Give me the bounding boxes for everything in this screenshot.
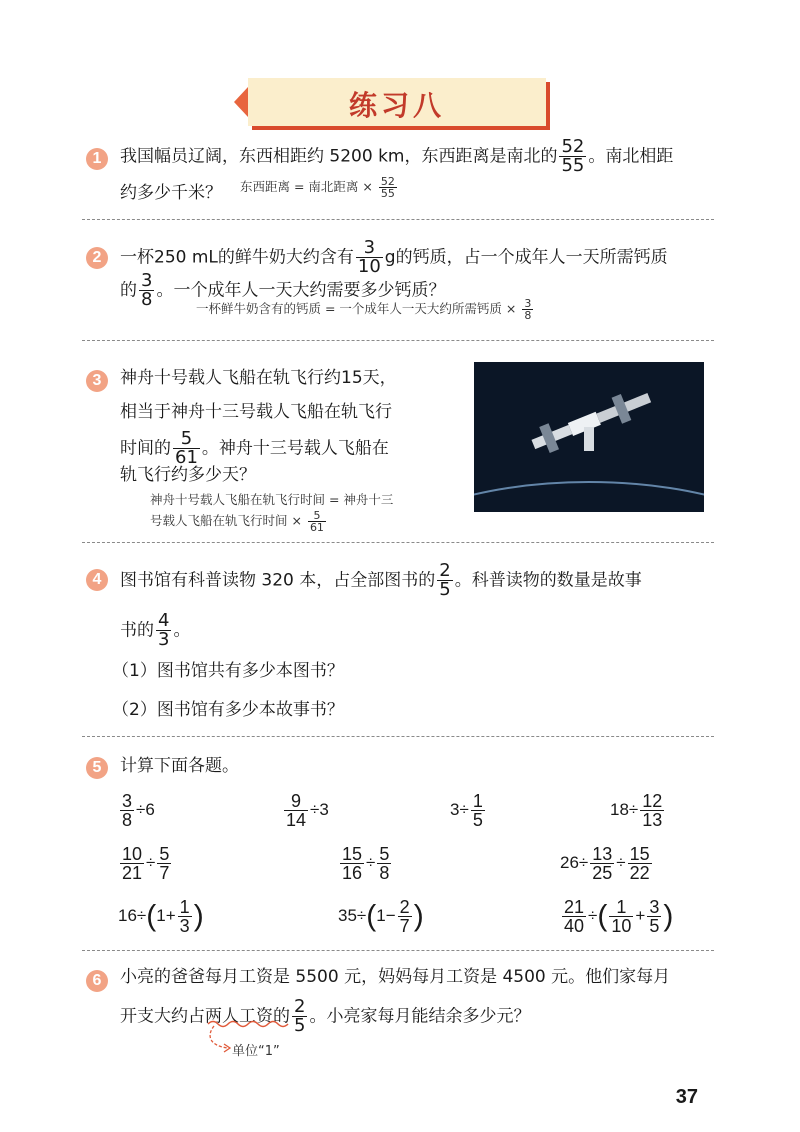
calc-r3-a: 16÷(1+ $\frac{1}{3}$ ) xyxy=(118,897,204,936)
space-station-image xyxy=(474,362,704,512)
q3-fraction: $\frac{5}{61}$ xyxy=(175,428,198,468)
calc-r1-d: 18÷ $\frac{12}{13}$ xyxy=(610,791,663,830)
calc-r1-c: 3÷ $\frac{1}{5}$ xyxy=(450,791,483,830)
q1-fraction: $\frac{52}{55}$ xyxy=(561,136,585,176)
calc-r2-b: $\frac{15}{16}$ ÷ $\frac{5}{8}$ xyxy=(342,844,390,883)
q2-line2: 的 $\frac{3}{8}$ 。一个成年人一天大约需要多少钙质？ xyxy=(120,270,446,310)
q1-hint: 东西距离 = 南北距离 × $\frac{52}{55}$ xyxy=(240,175,395,200)
calc-r3-b: 35÷(1− $\frac{2}{7}$ ) xyxy=(338,897,424,936)
title-banner xyxy=(248,78,546,126)
q6-line2: 开支大约占两人工资的 $\frac{2}{5}$ 。小亮家每月能结余多少元？ xyxy=(120,996,531,1036)
q3-line4: 轨飞行约多少天？ xyxy=(120,465,256,485)
q3-hint-line1: 神舟十号载人飞船在轨飞行时间 = 神舟十三 xyxy=(150,492,394,507)
space-station-photo xyxy=(474,362,704,512)
unit-one-note: 单位“1” xyxy=(232,1044,280,1059)
q3-hint-fraction: $\frac{5}{61}$ xyxy=(309,509,324,534)
q1-line1-post: 。南北相距 xyxy=(588,146,674,167)
q4-sub2: （2）图书馆有多少本故事书？ xyxy=(112,700,344,720)
q6-line1: 小亮的爸爸每月工资是 5500 元，妈妈每月工资是 4500 元。他们家每月 xyxy=(120,967,671,987)
q2-hint-fraction: $\frac{3}{8}$ xyxy=(524,297,532,322)
question-number-4: 4 xyxy=(86,569,108,591)
q4-fraction-2: $\frac{4}{3}$ xyxy=(158,610,170,650)
q5-prompt: 计算下面各题。 xyxy=(120,756,239,776)
calc-r1-a: $\frac{3}{8}$ ÷6 xyxy=(122,791,155,830)
divider xyxy=(82,542,714,543)
calc-r1-b: $\frac{9}{14}$ ÷3 xyxy=(286,791,329,830)
banner-arrow-icon xyxy=(234,87,248,117)
q3-hint-line2: 号载人飞船在轨飞行时间 × $\frac{5}{61}$ xyxy=(150,509,324,534)
question-number-5: 5 xyxy=(86,757,108,779)
q4-line2: 书的 $\frac{4}{3}$ 。 xyxy=(120,610,191,650)
q4-fraction-1: $\frac{2}{5}$ xyxy=(439,560,451,600)
question-number-1: 1 xyxy=(86,148,108,170)
q6-fraction: $\frac{2}{5}$ xyxy=(294,996,306,1036)
q1-line2: 约多少千米？ xyxy=(120,183,222,203)
q2-fraction-2: $\frac{3}{8}$ xyxy=(141,270,153,310)
q4-sub1: （1）图书馆共有多少本图书？ xyxy=(112,661,344,681)
question-number-2: 2 xyxy=(86,247,108,269)
divider xyxy=(82,950,714,951)
calc-r2-a: $\frac{10}{21}$ ÷ $\frac{5}{7}$ xyxy=(122,844,170,883)
page-title: 练习八 xyxy=(348,89,445,122)
q3-line1: 神舟十号载人飞船在轨飞行约15天， xyxy=(120,368,397,388)
calc-r3-c: $\frac{21}{40}$ ÷( $\frac{1}{10}$ + $\frac{3}{5}$ ) xyxy=(564,897,674,936)
q2-hint: 一杯鲜牛奶含有的钙质 = 一个成年人一天大约所需钙质 × $\frac{3}{8}$ xyxy=(196,297,532,322)
q2-fraction-1: $\frac{3}{10}$ xyxy=(357,237,381,277)
q1-hint-fraction: $\frac{52}{55}$ xyxy=(380,175,395,200)
divider xyxy=(82,340,714,341)
divider xyxy=(82,219,714,220)
q3-line2: 相当于神舟十三号载人飞船在轨飞行 xyxy=(120,402,392,422)
calc-r2-c: 26÷ $\frac{13}{25}$ ÷ $\frac{15}{22}$ xyxy=(560,844,650,883)
q3-line3: 时间的 $\frac{5}{61}$ 。神舟十三号载人飞船在 xyxy=(120,428,389,468)
question-number-6: 6 xyxy=(86,970,108,992)
q2-line1: 一杯250 mL的鲜牛奶大约含有 $\frac{3}{10}$ g的钙质，占一个成年人一天所需钙质 xyxy=(120,237,668,277)
q1-line1-pre: 我国幅员辽阔，东西相距约 5200 km，东西距离是南北的 xyxy=(120,146,558,167)
divider xyxy=(82,736,714,737)
q4-line1: 图书馆有科普读物 320 本，占全部图书的 $\frac{2}{5}$ 。科普读物的数量是故事 xyxy=(120,560,642,600)
page-number: 37 xyxy=(675,1086,698,1108)
q1-line1 xyxy=(120,138,673,175)
question-number-3: 3 xyxy=(86,370,108,392)
